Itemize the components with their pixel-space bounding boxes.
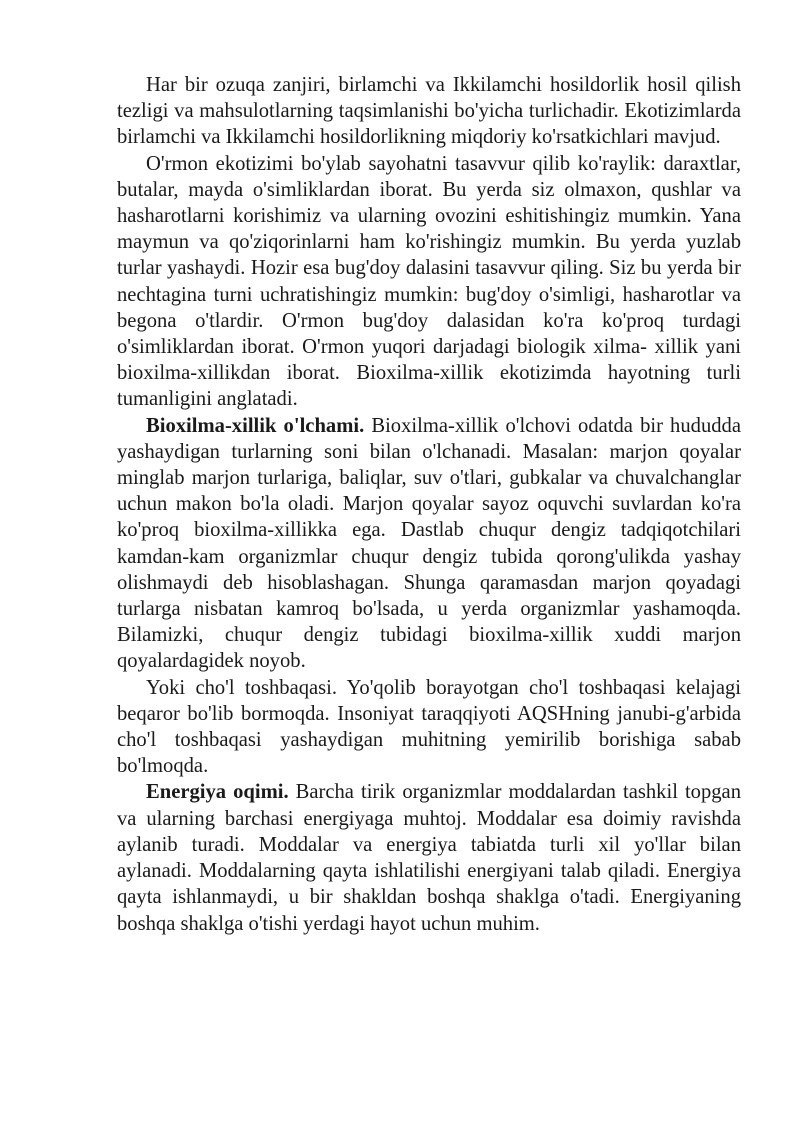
paragraph-hosildorlik bbox=[117, 72, 741, 151]
paragraph-heading: Bioxilma-xillik o'lchami. bbox=[146, 414, 365, 437]
document-body bbox=[117, 72, 741, 937]
paragraph-heading: Energiya oqimi. bbox=[146, 781, 289, 804]
paragraph-chol-toshbaqasi bbox=[117, 675, 741, 780]
paragraph-text: Barcha tirik organizmlar moddalardan tashkil topgan va ularning barchasi energiyaga muhtoj. Moddalar esa doimiy ravishda aylanib turadi. Moddalar va energiya tabiatda turli xil yo'llar bilan aylanadi. Moddalarning qayta ishlatilishi energiyani talab qiladi. Energiya qayta ishlanmaydi, u bir shakldan boshqa shaklga o'tadi. Energiyaning boshqa shaklga o'tishi yerdagi hayot uchun muhim. bbox=[117, 781, 741, 935]
paragraph-bioxilma-xillik-olchami bbox=[117, 413, 741, 675]
paragraph-text: O'rmon ekotizimi bo'ylab sayohatni tasavvur qilib ko'raylik: daraxtlar, butalar, mayda o'simliklardan iborat. Bu yerda siz olmaxon, qushlar va hasharotlarni korishimiz va ularning ovozini eshitishingiz mumkin. Yana maymun va qo'ziqorinlarni ham ko'rishingiz mumkin. Bu yerda yuzlab turlar yashaydi. Hozir esa bug'doy dalasini tasavvur qiling. Siz bu yerda bir nechtagina turni uchratishingiz mumkin: bug'doy o'simligi, hasharotlar va begona o'tlardir. O'rmon bug'doy dalasidan ko'ra ko'proq turdagi o'simliklardan iborat. O'rmon yuqori darjadagi biologik xilma- xillik yani bioxilma-xillikdan iborat. Bioxilma-xillik ekotizimda hayotning turli tumanligini anglatadi. bbox=[117, 152, 741, 411]
paragraph-energiya-oqimi bbox=[117, 779, 741, 936]
paragraph-text: Bioxilma-xillik o'lchovi odatda bir hududda yashaydigan turlarning soni bilan o'lchanadi. Masalan: marjon qoyalar minglab marjon turlariga, baliqlar, suv o'tlari, gubkalar va chuvalchanglar uchun makon bo'la oladi. Marjon qoyalar sayoz oquvchi suvlardan ko'ra ko'proq bioxilma-xillikka ega. Dastlab chuqur dengiz tadqiqotchilari kamdan-kam organizmlar chuqur dengiz tubida qorong'ulikda yashay olishmaydi deb hisoblashagan. Shunga qaramasdan marjon qoyadagi turlarga nisbatan kamroq bo'lsada, u yerda organizmlar yashamoqda. Bilamizki, chuqur dengiz tubidagi bioxilma-xillik xuddi marjon qoyalardagidek noyob. bbox=[117, 414, 741, 673]
paragraph-ormon-ekotizimi bbox=[117, 151, 741, 413]
paragraph-text: Har bir ozuqa zanjiri, birlamchi va Ikkilamchi hosildorlik hosil qilish tezligi va mahsulotlarning taqsimlanishi bo'yicha turlichadir. Ekotizimlarda birlamchi va Ikkilamchi hosildorlikning miqdoriy ko'rsatkichlari mavjud. bbox=[117, 74, 741, 149]
paragraph-text: Yoki cho'l toshbaqasi. Yo'qolib borayotgan cho'l toshbaqasi kelajagi beqaror bo'lib bormoqda. Insoniyat taraqqiyoti AQSHning janubi-g'arbida cho'l toshbaqasi yashaydigan muhitning yemirilib borishiga sabab bo'lmoqda. bbox=[117, 676, 741, 778]
